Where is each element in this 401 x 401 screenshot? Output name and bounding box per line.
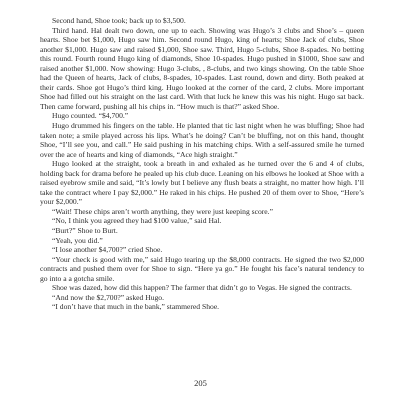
paragraph: Hugo counted. “$4,700.” (52, 111, 129, 121)
paragraph: “Yeah, you did.” (52, 235, 103, 245)
paragraph: Hugo looked at the straight, took a breath in and exhaled as he turned over the 6 and 4 of clubs, holding back for drama before he pealed up his club duce. Leaning on his elbows he looked at Shoe with a raised eyebrow smile and said, “It’s lowly but I believe any flush beats a straight, no matter how high. I’ll take the contract where I pay $2,000.” He raked in his chips. He pushed 20 of them over to Shoe, “Here’s your $2,000.” (40, 159, 364, 207)
paragraph: Shoe was dazed, how did this happen? The farmer that didn’t go to Vegas. He signed the contracts. (52, 283, 352, 293)
paragraph: “I don’t have that much in the bank,” stammered Shoe. (52, 302, 220, 312)
paragraph: “Burt?” Shoe to Burt. (52, 226, 118, 236)
paragraph: Hugo drummed his fingers on the table. He planted that tic last night when he was bluffing; Shoe had taken note; a smile played across his lips. What’s he doing? Can’t be bluffing, not on this hand, thought Shoe, “I’ll see you, and call.” He said pushing in his matching chips. With a self-assured smile he turned over the ace of hearts and king of diamonds, “Ace high straight.” (40, 121, 364, 159)
page-body (40, 16, 364, 312)
paragraph: “I lose another $4,700?” cried Shoe. (52, 245, 163, 255)
paragraph: Second hand, Shoe took; back up to $3,500. (52, 16, 186, 25)
page-number: 205 (194, 378, 207, 388)
paragraph: “And now the $2,700?” asked Hugo. (52, 292, 164, 302)
paragraph: “Wait! These chips aren’t worth anything, they were just keeping score.” (52, 206, 273, 216)
paragraph: Third hand. Hal dealt two down, one up to each. Showing was Hugo’s 3 clubs and Shoe’s – queen hearts. Shoe bet $1,000, Hugo saw him. Second round Hugo, king of hearts; Shoe Jack of clubs, Shoe another $1,000. Hugo saw and raised $1,000, Shoe saw. Third, Hugo 5-clubs, Shoe 8-spades. No betting this round. Fourth round Hugo king of diamonds, Shoe 10-spades. Hugo pushed in $1000, Shoe saw and raised another $1,000. Now showing: Hugo 3-clubs, , 8-clubs, and two kings showing. On the table Shoe had the Queen of hearts, Jack of clubs, 8-spades, 10-spades. Last round, down and dirty. Both peaked at their cards. Shoe got Hugo’s third king. Hugo looked at the corner of the card, 2 clubs. More important Shoe had filled out his straight on the last card. With that luck he knew this was his night. Hugo sat back. Then came forward, pushing all his chips in. “How much is that?” asked Shoe. (40, 25, 364, 111)
paragraph: “No, I think you agreed they had $100 value,” said Hal. (52, 216, 222, 226)
paragraph: “Your check is good with me,” said Hugo tearing up the $8,000 contracts. He signed the two $2,000 contracts and pushed them over for Shoe to sign. “Here ya go.” He fought his face’s natural tendency to go into a a gotcha smile. (40, 254, 364, 283)
